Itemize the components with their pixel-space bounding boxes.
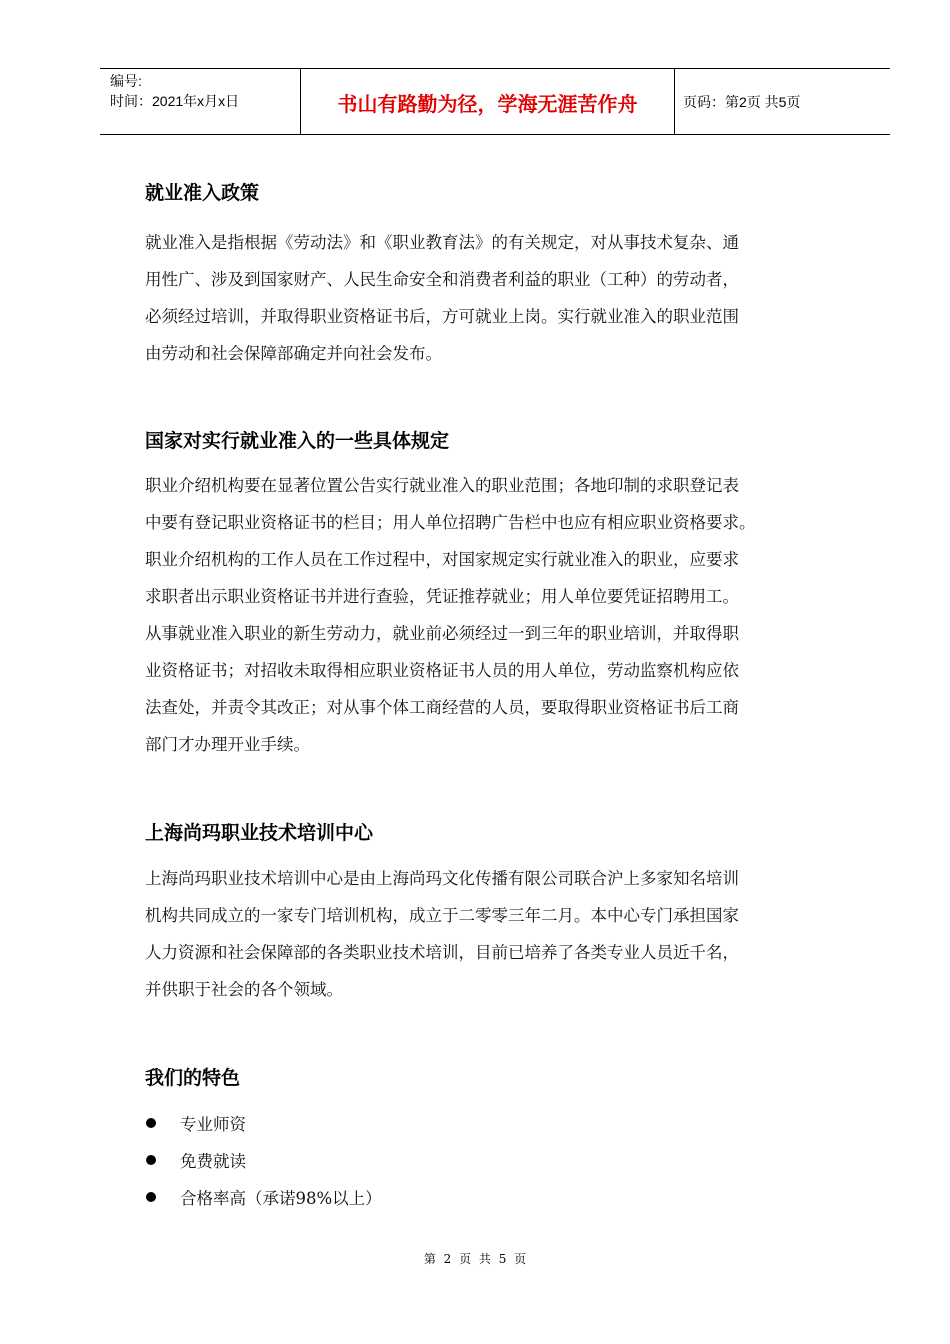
feature-item	[145, 1104, 382, 1141]
paragraph-line: 并供职于社会的各个领域。	[145, 980, 343, 999]
section-title-training-center: 上海尚玛职业技术培训中心	[145, 822, 374, 844]
paragraph-line: 上海尚玛职业技术培训中心是由上海尚玛文化传播有限公司联合沪上多家知名培训	[145, 869, 739, 888]
paragraph-line: 职业介绍机构的工作人员在工作过程中，对国家规定实行就业准入的职业，应要求	[145, 550, 739, 569]
feature-item	[145, 1141, 382, 1178]
bullet-icon	[146, 1118, 156, 1128]
section-title-employment-access-policy: 就业准入政策	[145, 182, 260, 204]
section-body-employment-access-policy	[145, 224, 880, 372]
header-motto: 书山有路勤为径，学海无涯苦作舟	[301, 69, 675, 135]
feature-label: 专业师资	[180, 1114, 246, 1134]
paragraph-line: 职业介绍机构要在显著位置公告实行就业准入的职业范围；各地印制的求职登记表	[145, 476, 739, 495]
bullet-icon	[146, 1192, 156, 1202]
page-header	[100, 68, 890, 135]
section-body-training-center	[145, 860, 880, 1008]
feature-list	[145, 1104, 382, 1215]
paragraph-line: 用性广、涉及到国家财产、人民生命安全和消费者利益的职业（工种）的劳动者，	[145, 270, 739, 289]
header-page-label: 页码：第2页 共5页	[683, 94, 801, 110]
document-time-label: 时间：2021年x月x日	[110, 93, 240, 109]
paragraph-line: 必须经过培训，并取得职业资格证书后，方可就业上岗。实行就业准入的职业范围	[145, 307, 739, 326]
paragraph-line: 法查处，并责令其改正；对从事个体工商经营的人员，要取得职业资格证书后工商	[145, 698, 739, 717]
document-number-label: 编号:	[110, 73, 142, 89]
bullet-icon	[146, 1155, 156, 1165]
section-title-our-features: 我们的特色	[145, 1067, 241, 1089]
header-meta	[100, 69, 301, 135]
paragraph-line: 从事就业准入职业的新生劳动力，就业前必须经过一到三年的职业培训，并取得职	[145, 624, 739, 643]
section-title-national-regulations: 国家对实行就业准入的一些具体规定	[145, 430, 450, 452]
paragraph-line: 业资格证书；对招收未取得相应职业资格证书人员的用人单位，劳动监察机构应依	[145, 661, 739, 680]
paragraph-line: 机构共同成立的一家专门培训机构，成立于二零零三年二月。本中心专门承担国家	[145, 906, 739, 925]
paragraph-line: 求职者出示职业资格证书并进行查验，凭证推荐就业；用人单位要凭证招聘用工。	[145, 587, 739, 606]
feature-label: 合格率高（承诺98%以上）	[180, 1188, 382, 1208]
paragraph-line: 人力资源和社会保障部的各类职业技术培训，目前已培养了各类专业人员近千名，	[145, 943, 739, 962]
section-body-national-regulations	[145, 467, 880, 763]
feature-label: 免费就读	[180, 1151, 246, 1171]
feature-item	[145, 1178, 382, 1215]
paragraph-line: 中要有登记职业资格证书的栏目；用人单位招聘广告栏中也应有相应职业资格要求。	[145, 513, 756, 532]
paragraph-line: 就业准入是指根据《劳动法》和《职业教育法》的有关规定，对从事技术复杂、通	[145, 233, 739, 252]
page-footer: 第 2 页 共 5 页	[423, 1252, 527, 1266]
paragraph-line: 部门才办理开业手续。	[145, 735, 310, 754]
paragraph-line: 由劳动和社会保障部确定并向社会发布。	[145, 344, 442, 363]
